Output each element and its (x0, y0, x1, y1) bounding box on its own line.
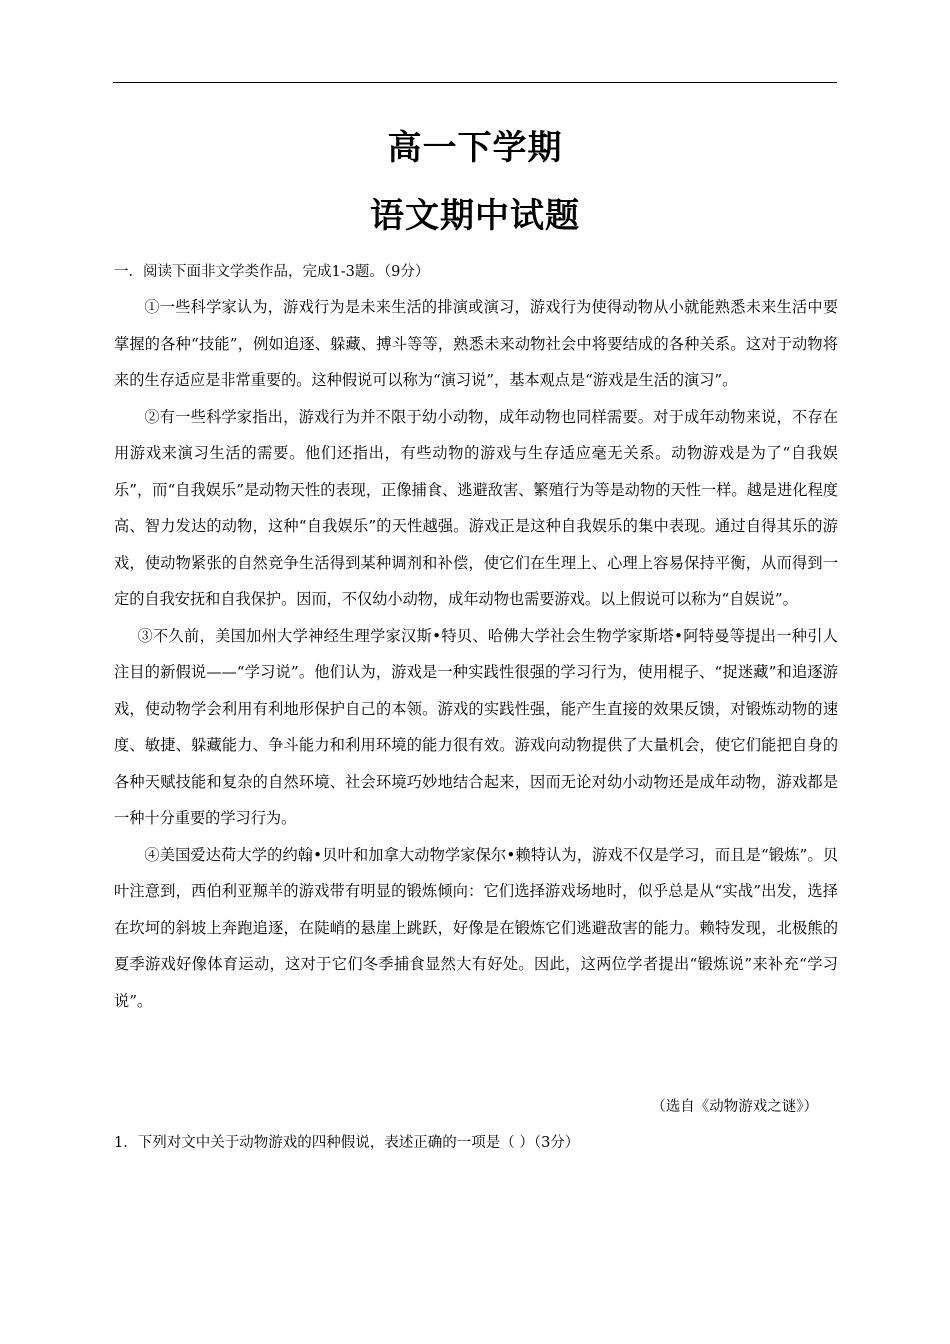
page-title-line-1: 高一下学期 (387, 128, 563, 168)
section-heading: 一．阅读下面非文学类作品，完成1-3题。（9分） (114, 264, 430, 280)
paragraph-3: ③不久前，美国加州大学神经生理学家汉斯•特贝、哈佛大学社会生物学家斯塔•阿特曼等提出一种引人注目的新假说——“学习说”。他们认为，游戏是一种实践性很强的学习行为，使用棍子、“捉迷藏”和追逐游戏，使动物学会利用有利地形保护自己的本领。游戏的实践性强，能产生直接的效果反馈，对锻炼动物的速度、敏捷、躲藏能力、争斗能力和利用环境的能力很有效。游戏向动物提供了大量机会，使它们能把自身的各种天赋技能和复杂的自然环境、社会环境巧妙地结合起来，因而无论对幼小动物还是成年动物，游戏都是一种十分重要的学习行为。 (114, 626, 838, 827)
paragraph-2: ②有一些科学家指出，游戏行为并不限于幼小动物，成年动物也同样需要。对于成年动物来说，不存在用游戏来演习生活的需要。他们还指出，有些动物的游戏与生存适应毫无关系。动物游戏是为了“自我娱乐”，而“自我娱乐”是动物天性的表现，正像捕食、逃避敌害、繁殖行为等是动物的天性一样。越是进化程度高、智力发达的动物，这种“自我娱乐”的天性越强。游戏正是这种自我娱乐的集中表现。通过自得其乐的游戏，使动物紧张的自然竞争生活得到某种调剂和补偿，使它们在生理上、心理上容易保持平衡，从而得到一定的自我安抚和自我保护。因而，不仅幼小动物，成年动物也需要游戏。以上假说可以称为“自娱说”。 (114, 407, 838, 608)
header-rule (113, 82, 837, 83)
paragraph-4: ④美国爱达荷大学的约翰•贝叶和加拿大动物学家保尔•赖特认为，游戏不仅是学习，而且是“锻炼”。贝叶注意到，西伯利亚羱羊的游戏带有明显的锻炼倾向：它们选择游戏场地时，似乎总是从“实战”出发，选择在坎坷的斜坡上奔跑追逐，在陡峭的悬崖上跳跃，好像是在锻炼它们逃避敌害的能力。赖特发现，北极熊的夏季游戏好像体育运动，这对于它们冬季捕食显然大有好处。因此，这两位学者提出“锻炼说”来补充“学习说”。 (114, 845, 838, 1010)
page-title-line-2: 语文期中试题 (370, 196, 580, 236)
paragraph-1: ①一些科学家认为，游戏行为是未来生活的排演或演习，游戏行为使得动物从小就能熟悉未来生活中要掌握的各种“技能”，例如追逐、躲藏、搏斗等等，熟悉未来动物社会中将要结成的各种关系。这对于动物将来的生存适应是非常重要的。这种假说可以称为“演习说”，基本观点是“游戏是生活的演习”。 (114, 298, 838, 389)
source-citation: （选自《动物游戏之谜》） (651, 1099, 818, 1115)
question-1: 1．下列对文中关于动物游戏的四种假说，表述正确的一项是（ ）（3分） (114, 1135, 580, 1151)
reading-passage (114, 289, 838, 1019)
